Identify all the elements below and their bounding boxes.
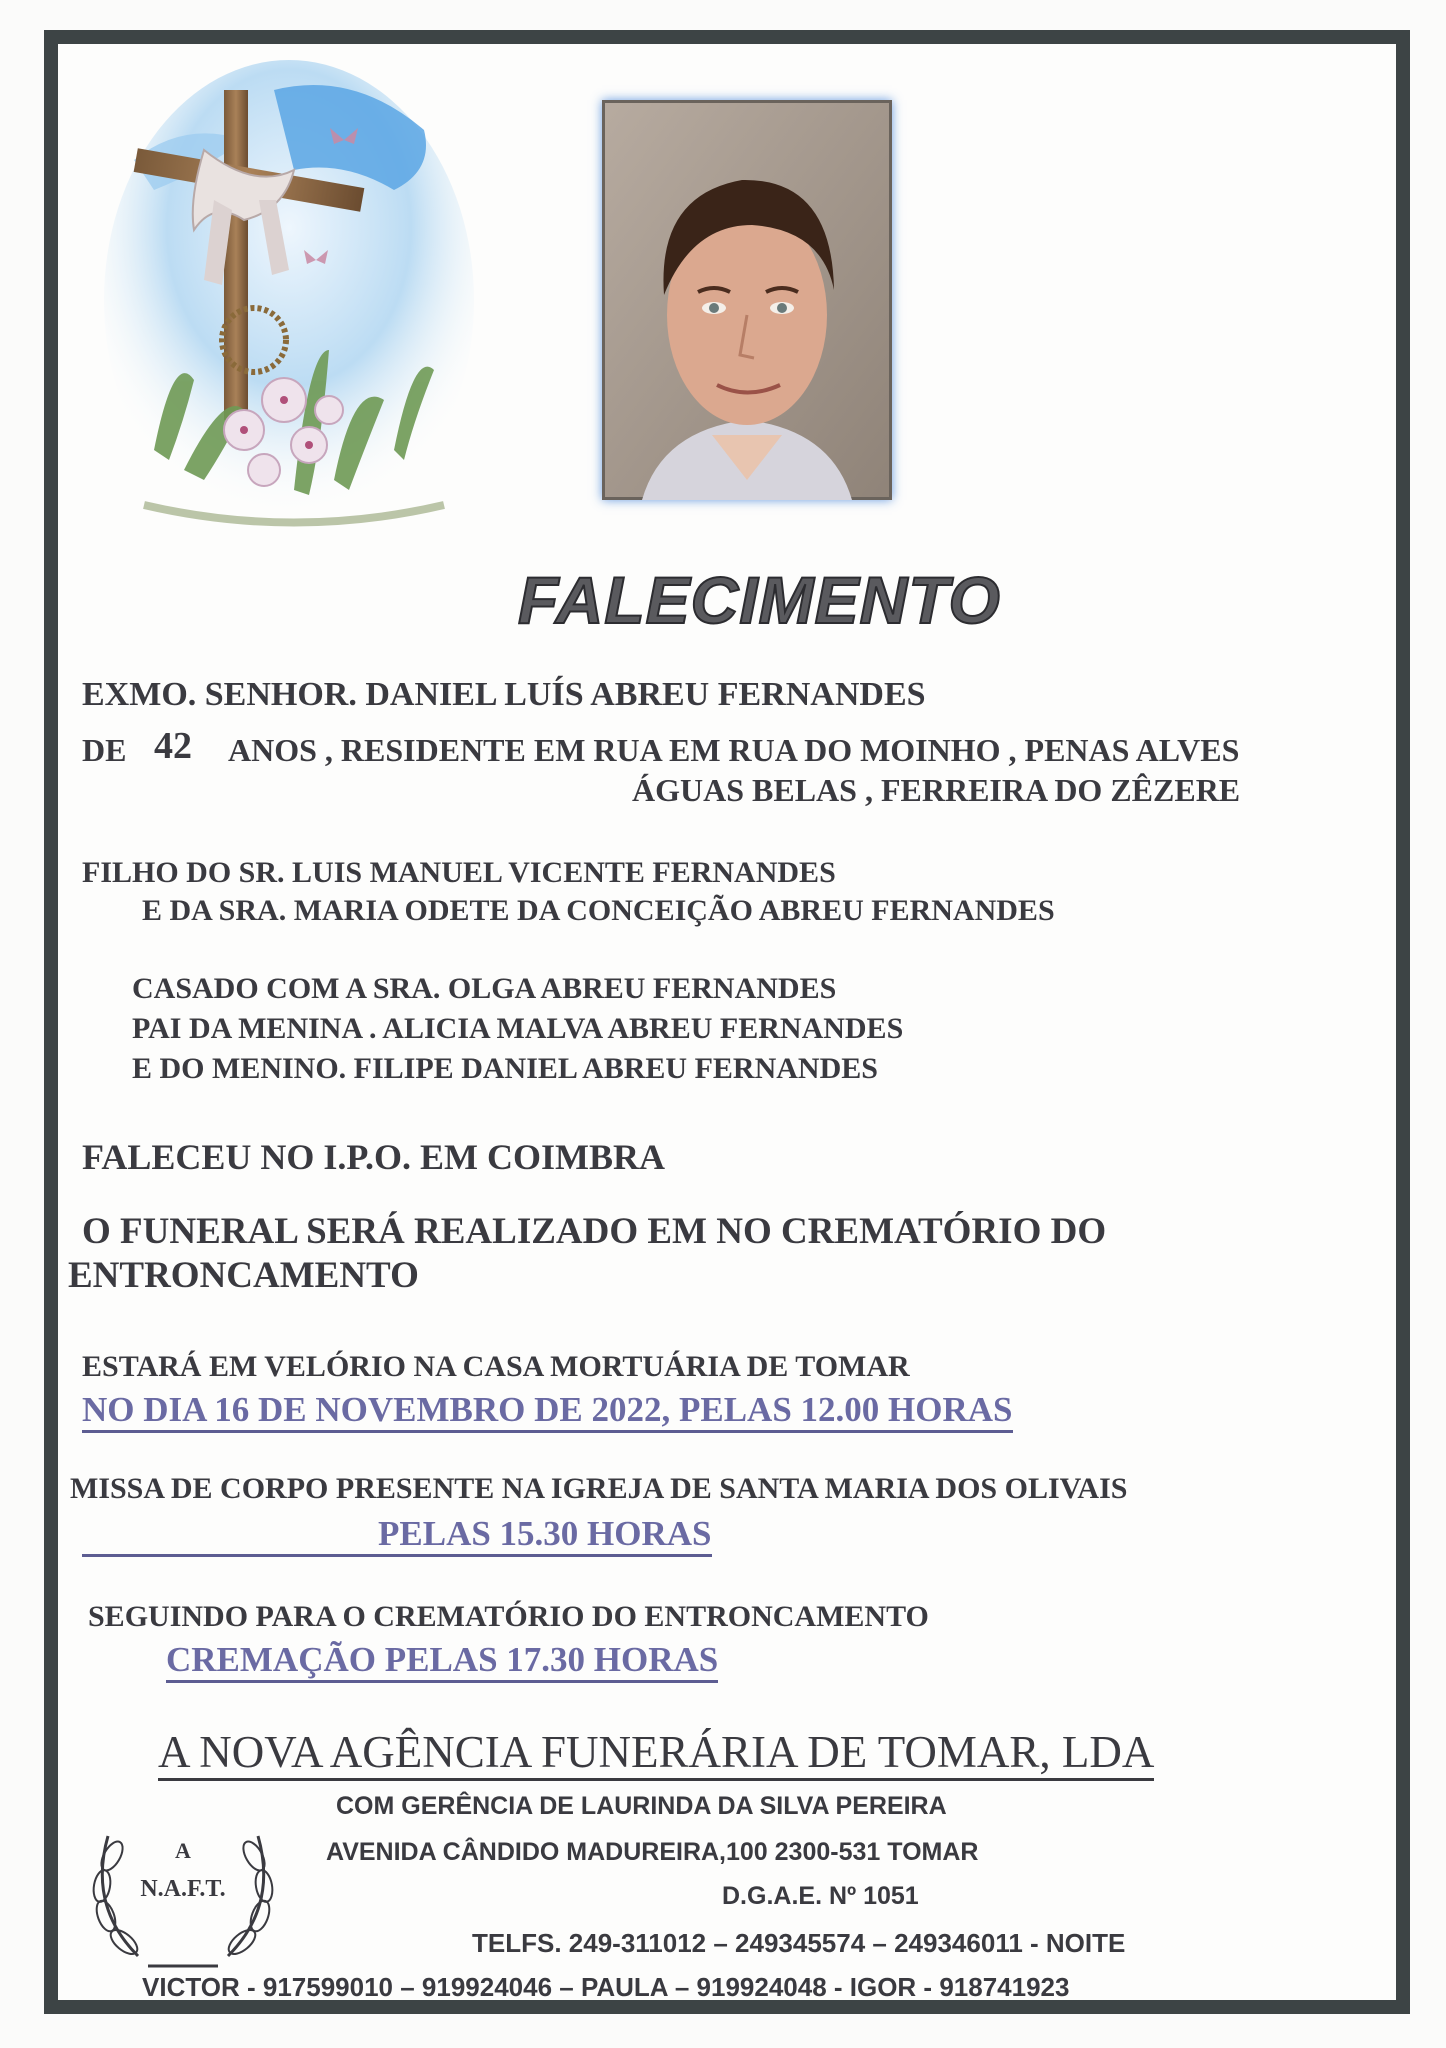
agency-dgae: D.G.A.E. Nº 1051: [722, 1882, 919, 1910]
page-title: FALECIMENTO: [518, 563, 1001, 637]
seal-top-text: A: [175, 1838, 191, 1863]
agency-management: COM GERÊNCIA DE LAURINDA DA SILVA PEREIRA: [336, 1792, 947, 1820]
father-line: FILHO DO SR. LUIS MANUEL VICENTE FERNANDES: [82, 856, 836, 889]
obituary-notice: [44, 30, 1410, 2014]
age-value: 42: [154, 725, 192, 767]
agency-address: AVENIDA CÂNDIDO MADUREIRA,100 2300-531 TOMAR: [326, 1838, 979, 1866]
seal-main-text: N.A.F.T.: [140, 1876, 226, 1902]
deceased-name-line: EXMO. SENHOR. DANIEL LUÍS ABREU FERNANDES: [82, 676, 926, 713]
night-contacts: VICTOR - 917599010 – 919924046 – PAULA – 919924048 - IGOR - 918741923: [142, 1972, 1070, 2002]
cremation-time-line: CREMAÇÃO PELAS 17.30 HORAS: [166, 1640, 718, 1683]
son-line: E DO MENINO. FILIPE DANIEL ABREU FERNANDES: [132, 1052, 878, 1085]
wake-line: ESTARÁ EM VELÓRIO NA CASA MORTUÁRIA DE TOMAR: [82, 1350, 910, 1383]
cross-flowers-illustration: [94, 50, 484, 550]
agency-name: A NOVA AGÊNCIA FUNERÁRIA DE TOMAR, LDA: [158, 1726, 1154, 1781]
wake-date-line: NO DIA 16 DE NOVEMBRO DE 2022, PELAS 12.00 HORAS: [82, 1390, 1013, 1433]
age-prefix: DE: [82, 732, 127, 768]
residence-line-2: ÁGUAS BELAS , FERREIRA DO ZÊZERE: [632, 772, 1241, 808]
daughter-line: PAI DA MENINA . ALICIA MALVA ABREU FERNANDES: [132, 1012, 904, 1045]
funeral-line: O FUNERAL SERÁ REALIZADO EM NO CREMATÓRIO DO: [82, 1211, 1107, 1252]
cremation-line: SEGUINDO PARA O CREMATÓRIO DO ENTRONCAMENTO: [88, 1600, 929, 1633]
spouse-line: CASADO COM A SRA. OLGA ABREU FERNANDES: [132, 972, 837, 1005]
deceased-portrait: [602, 100, 892, 500]
mass-time-line: PELAS 15.30 HORAS: [82, 1514, 712, 1557]
funeral-line-2: ENTRONCAMENTO: [68, 1255, 419, 1296]
death-place-line: FALECEU NO I.P.O. EM COIMBRA: [82, 1137, 666, 1177]
agency-seal-logo: [78, 1786, 288, 1986]
residence-line: ANOS , RESIDENTE EM RUA EM RUA DO MOINHO , PENAS ALVES: [228, 732, 1240, 768]
agency-phones: TELFS. 249-311012 – 249345574 – 249346011 - NOITE: [472, 1928, 1126, 1958]
mother-line: E DA SRA. MARIA ODETE DA CONCEIÇÃO ABREU FERNANDES: [142, 894, 1055, 927]
mass-line: MISSA DE CORPO PRESENTE NA IGREJA DE SANTA MARIA DOS OLIVAIS: [70, 1472, 1128, 1505]
